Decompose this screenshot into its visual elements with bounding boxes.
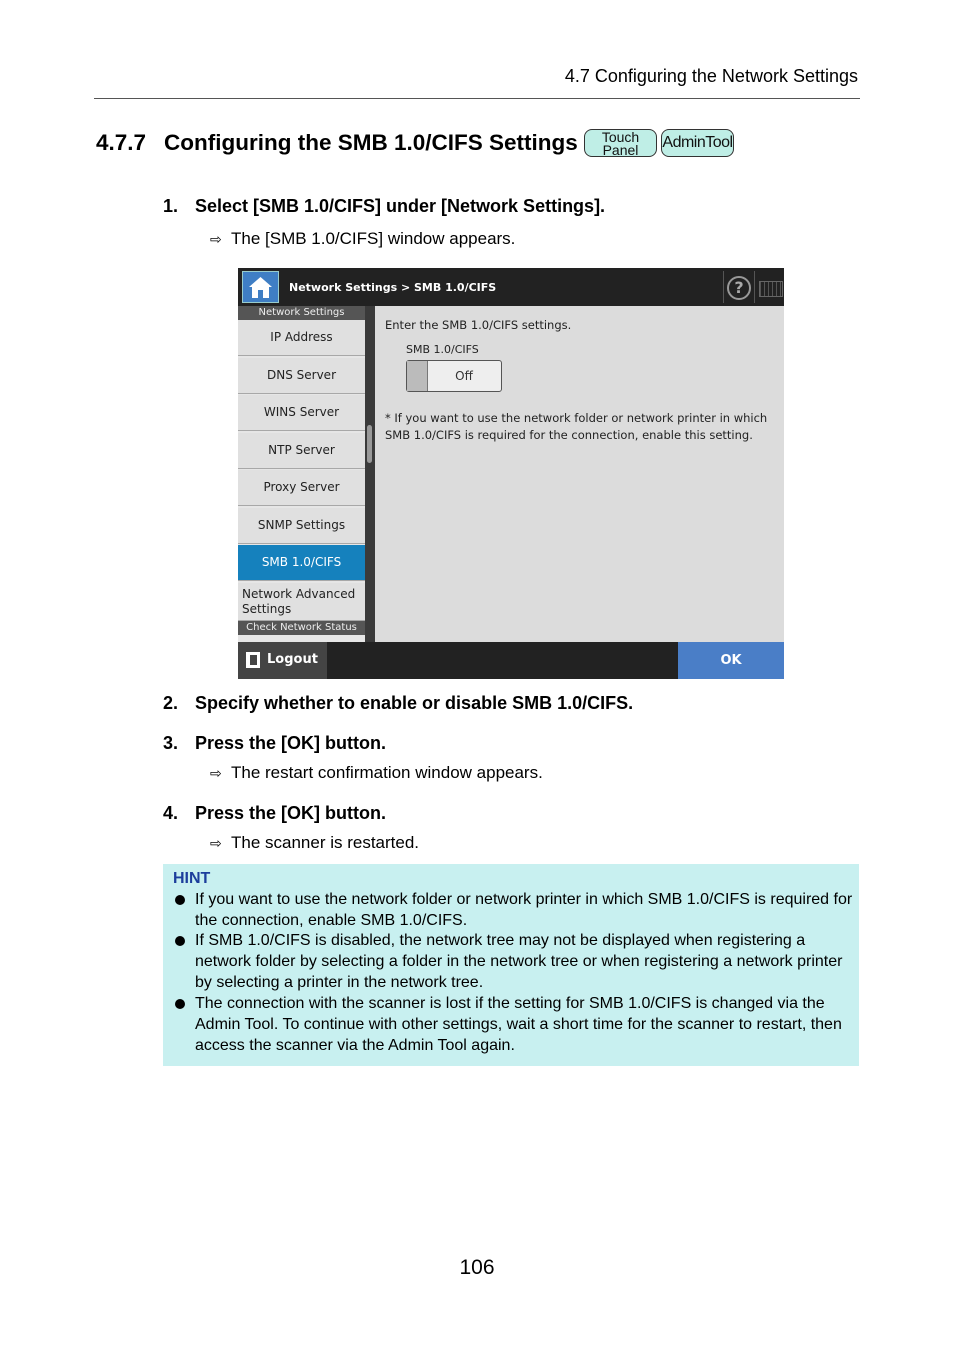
title-bar — [238, 268, 784, 306]
header-rule — [94, 98, 860, 99]
instruction-text: Enter the SMB 1.0/CIFS settings. — [385, 318, 572, 332]
hint-item: If you want to use the network folder or network printer in which SMB 1.0/CIFS is required for the connection, enable SMB 1.0/CIFS. — [195, 891, 853, 929]
sidebar-item-snmp-settings[interactable]: SNMP Settings — [238, 508, 365, 544]
step-text: Press the [OK] button. — [195, 733, 387, 753]
badge-line-2: Panel — [602, 141, 639, 158]
logout-label: Logout — [267, 652, 318, 667]
scrollbar-thumb[interactable] — [367, 425, 372, 463]
result-text: The scanner is restarted. — [231, 833, 420, 852]
sidebar-item-proxy-server[interactable]: Proxy Server — [238, 470, 365, 506]
touch-panel-badge — [584, 129, 657, 157]
sidebar-scrollbar[interactable] — [365, 306, 375, 642]
step-number: 2. — [163, 693, 179, 713]
running-header: 4.7 Configuring the Network Settings — [564, 66, 858, 86]
result-text: The [SMB 1.0/CIFS] window appears. — [231, 229, 516, 248]
step-number: 4. — [163, 803, 179, 823]
sidebar-item-ip-address[interactable]: IP Address — [238, 320, 365, 356]
admin-tool-badge: AdminTool — [661, 129, 734, 157]
step-number: 1. — [163, 196, 179, 216]
note-text: * If you want to use the network folder or network printer in which SMB 1.0/CIFS is required for the connection, enable this setting. — [385, 411, 768, 442]
home-button[interactable] — [242, 271, 279, 303]
section-title: Configuring the SMB 1.0/CIFS Settings — [164, 130, 578, 155]
hint-title: HINT — [173, 870, 211, 887]
step-4 — [163, 803, 386, 824]
bullet-icon — [175, 895, 185, 905]
result-arrow-icon: ⇨ — [210, 231, 222, 247]
toggle-value: Off — [455, 369, 473, 383]
hint-box — [163, 864, 859, 1066]
hint-item: The connection with the scanner is lost if the setting for SMB 1.0/CIFS is changed via the Admin Tool. To continue with other settings, wait a short time for the scanner to restart, then access the scanner via the Admin Tool again. — [195, 995, 842, 1054]
result-text: The restart confirmation window appears. — [231, 763, 543, 782]
step-1 — [163, 196, 605, 217]
smb-field-label: SMB 1.0/CIFS — [406, 343, 479, 356]
sidebar-header: Network Settings — [238, 306, 365, 320]
result-arrow-icon: ⇨ — [210, 835, 222, 851]
bullet-icon — [175, 936, 185, 946]
sidebar-item-dns-server[interactable]: DNS Server — [238, 358, 365, 394]
step-4-result — [210, 833, 419, 853]
sidebar-item-wins-server[interactable]: WINS Server — [238, 395, 365, 431]
step-3-result — [210, 763, 543, 783]
keyboard-icon — [759, 281, 783, 297]
result-arrow-icon: ⇨ — [210, 765, 222, 781]
content-pane — [375, 306, 784, 642]
step-number: 3. — [163, 733, 179, 753]
hint-item: If SMB 1.0/CIFS is disabled, the network tree may not be displayed when registering a network folder by selecting a folder in the network tree or when registering a network printer by selecting a printer in the network tree. — [195, 932, 843, 991]
help-icon: ? — [727, 276, 751, 300]
breadcrumb: Network Settings > SMB 1.0/CIFS — [289, 281, 497, 294]
smb-toggle[interactable] — [406, 360, 502, 392]
sidebar-item-network-advanced-settings[interactable]: Network Advanced Settings — [238, 583, 365, 621]
step-text: Select [SMB 1.0/CIFS] under [Network Settings]. — [195, 196, 606, 216]
bullet-icon — [175, 999, 185, 1009]
bottom-bar — [238, 642, 784, 679]
sidebar-item-smb-cifs[interactable]: SMB 1.0/CIFS — [238, 545, 365, 581]
step-1-result — [210, 229, 515, 249]
step-2 — [163, 693, 633, 714]
page-number: 106 — [459, 1256, 495, 1279]
toggle-knob[interactable] — [407, 361, 428, 391]
section-number: 4.7.7 — [96, 130, 147, 155]
sidebar-footer[interactable]: Check Network Status — [238, 621, 365, 635]
keyboard-button[interactable] — [754, 271, 784, 303]
logout-icon — [246, 652, 260, 668]
help-button[interactable] — [723, 271, 752, 303]
step-text: Press the [OK] button. — [195, 803, 387, 823]
step-3 — [163, 733, 386, 754]
ok-button[interactable]: OK — [678, 642, 784, 679]
scanner-screen-screenshot — [238, 268, 784, 679]
step-text: Specify whether to enable or disable SMB 1.0/CIFS. — [195, 693, 634, 713]
badge-line-1: Touch — [601, 129, 640, 145]
section-heading — [96, 130, 578, 156]
logout-button[interactable] — [238, 642, 327, 679]
sidebar-item-ntp-server[interactable]: NTP Server — [238, 433, 365, 469]
home-icon — [243, 272, 278, 302]
sidebar — [238, 306, 365, 642]
